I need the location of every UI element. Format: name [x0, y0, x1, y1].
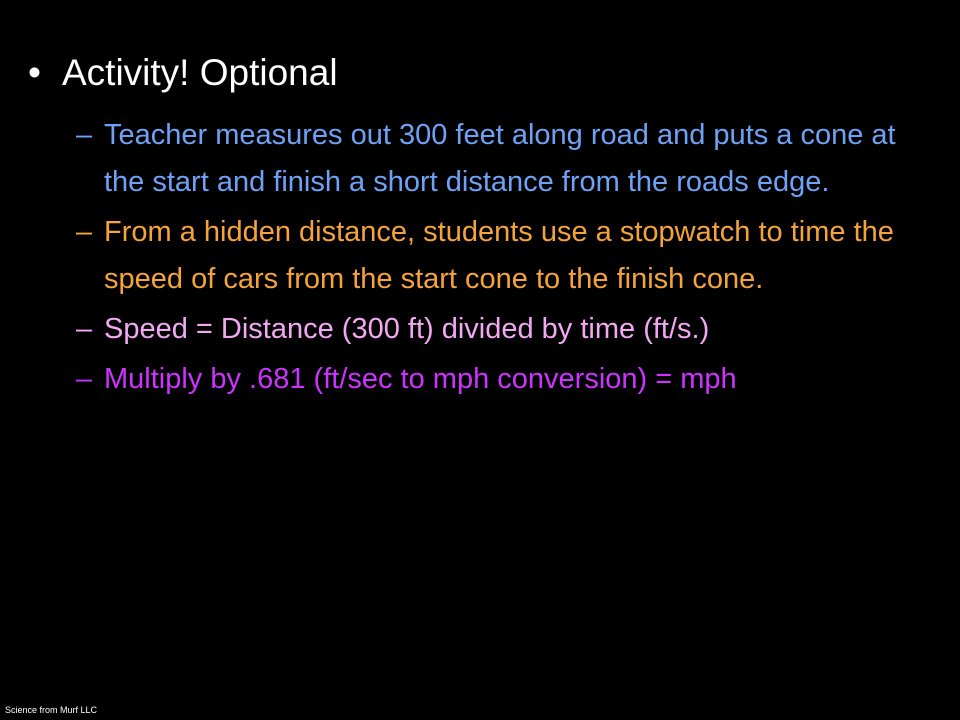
sub-bullet-text: Teacher measures out 300 feet along road and puts a cone at the start and finish a short distance from the roads edge.: [104, 119, 896, 198]
dash-bullet-icon: –: [76, 363, 93, 395]
sub-bullet-item: [76, 112, 936, 206]
sub-bullet-text: Multiply by .681 (ft/sec to mph conversion) = mph: [104, 363, 737, 395]
footer-credit: Science from Murf LLC: [5, 705, 98, 715]
sub-bullet-text: Speed = Distance (300 ft) divided by time (ft/s.): [104, 313, 710, 345]
heading-bullet-row: [28, 50, 928, 96]
sub-bullet-item: [76, 209, 936, 303]
sub-bullet-list: [76, 112, 936, 406]
dash-bullet-icon: –: [76, 119, 93, 151]
bullet-dot-icon: •: [28, 52, 41, 93]
dash-bullet-icon: –: [76, 216, 93, 248]
dash-bullet-icon: –: [76, 313, 93, 345]
sub-bullet-item: [76, 306, 936, 353]
sub-bullet-item: [76, 356, 936, 403]
sub-bullet-text: From a hidden distance, students use a stopwatch to time the speed of cars from the start cone to the finish cone.: [104, 216, 894, 295]
slide-heading: Activity! Optional: [62, 52, 338, 93]
